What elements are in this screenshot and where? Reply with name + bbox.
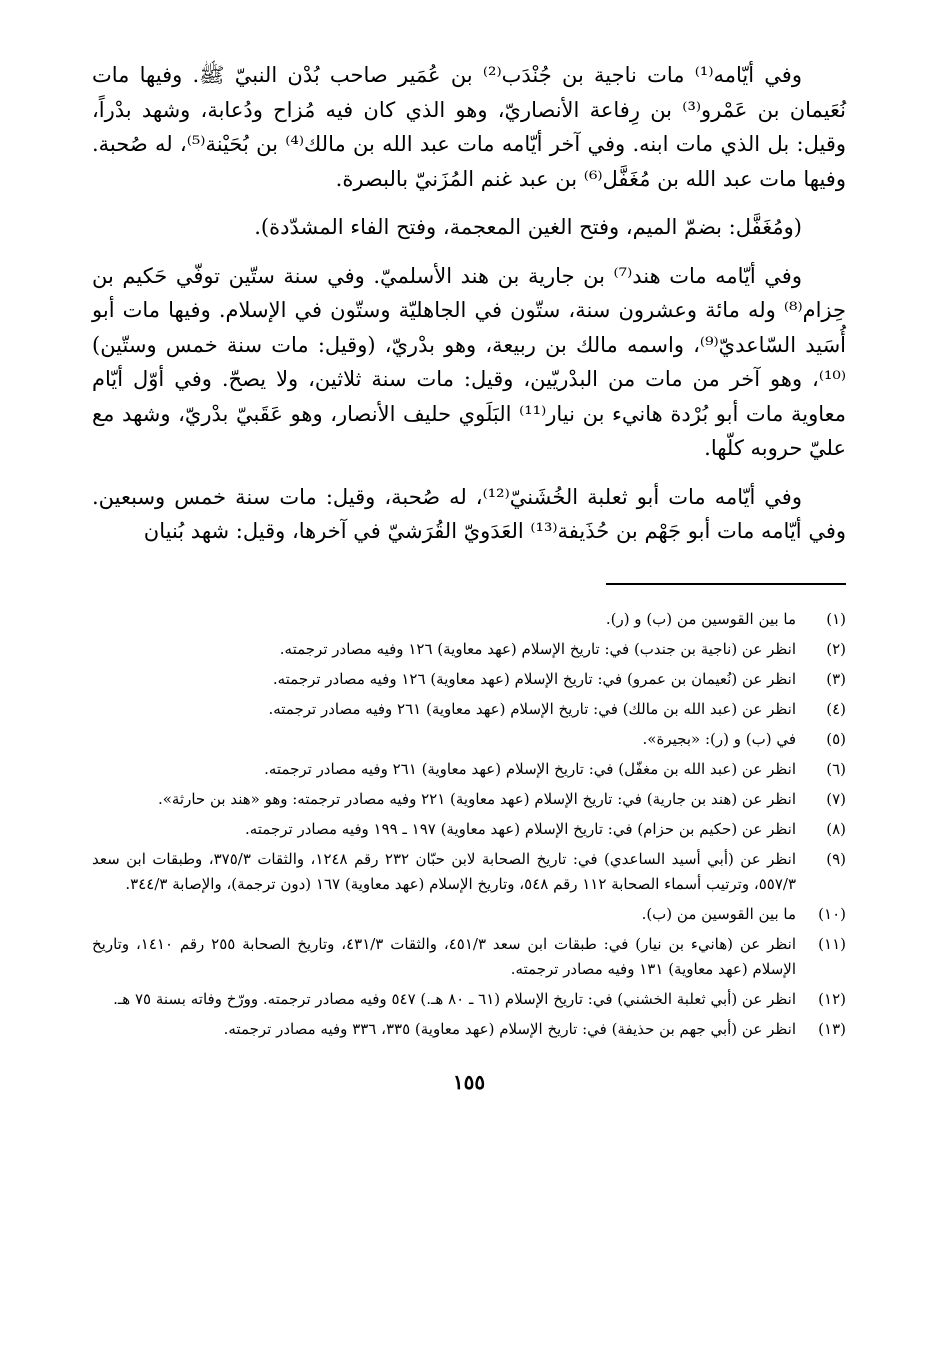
- paragraph-3: وفي أيّامه مات هند⁽⁷⁾ بن جارية بن هند الأسلميّ. وفي سنة ستّين توفّي حَكيم بن حِزام⁽⁸⁾ وله مائة وعشرون سنة، ستّون في الجاهليّة وستّون في الإسلام. وفيها مات أبو أُسَيد السّاعديّ⁽⁹⁾، واسمه مالك بن ربيعة، وهو بدْريّ، (وقيل: مات سنة خمس وستّين)⁽¹⁰⁾، وهو آخر من مات من البدْريّين، وقيل: مات سنة ثلاثين، ولا يصحّ. وفي أوّل أيّام معاوية مات أبو بُرْدة هانيء بن نيار⁽¹¹⁾ البَلَوي حليف الأنصار، وهو عَقَبيّ بدْريّ، وشهد مع عليّ حروبه كلّها.: [92, 263, 847, 460]
- footnote-text: انظر عن (حكيم بن حزام) في: تاريخ الإسلام (عهد معاوية) ١٩٧ ـ ١٩٩ وفيه مصادر ترجمته.: [244, 819, 796, 838]
- footnote-number: (٥): [826, 729, 846, 748]
- footnote-number: (١٠): [818, 904, 846, 923]
- page-number: ١٥٥: [452, 1069, 486, 1094]
- footnote: [92, 987, 846, 1012]
- footnote-separator: [606, 583, 846, 585]
- footnotes: [92, 607, 846, 1042]
- paragraph-1: وفي أيّامه⁽¹⁾ مات ناجية بن جُنْدَب⁽²⁾ بن عُمَير صاحب بُدْن النبيّ ﷺ. وفيها مات نُعَيمان بن عَمْرو⁽³⁾ بن رِفاعة الأنصاريّ، وهو الذي كان فيه مُزاح ودُعابة، وشهد بدْراً، وقيل: بل الذي مات ابنه. وفي آخر أيّامه مات عبد الله بن مالك⁽⁴⁾ بن بُحَيْنة⁽⁵⁾، له صُحبة. وفيها مات عبد الله بن مُغَفَّل⁽⁶⁾ بن عبد غنم المُزَنيّ بالبصرة.: [92, 63, 847, 191]
- footnote-number: (١): [826, 609, 846, 628]
- footnote-text: ما بين القوسين من (ب).: [641, 904, 796, 923]
- footnote: [92, 847, 846, 897]
- footnote: [92, 932, 846, 982]
- footnote-text: انظر عن (أبي ثعلبة الخشني) في: تاريخ الإسلام (٦١ ـ ٨٠ هـ.) ٥٤٧ وفيه مصادر ترجمته. وورّخ وفاته بسنة ٧٥ هـ.: [113, 989, 796, 1008]
- footnote: [92, 697, 846, 722]
- footnote-number: (٧): [826, 789, 846, 808]
- footnote-text: انظر عن (هانيء بن نيار) في: طبقات ابن سعد ٤٥١/٣، والثقات ٤٣١/٣، وتاريخ الصحابة ٢٥٥ رقم ١٤١٠، وتاريخ الإسلام (عهد معاوية) ١٣١ وفيه مصادر ترجمته.: [92, 934, 796, 978]
- footnote: [92, 667, 846, 692]
- footnote: [92, 902, 846, 927]
- footnote-number: (١١): [818, 934, 846, 953]
- footnote: [92, 637, 846, 662]
- footnote-number: (٢): [826, 639, 846, 658]
- footnote: [92, 607, 846, 632]
- footnote: [92, 1017, 846, 1042]
- footnote: [92, 727, 846, 752]
- footnote-number: (٩): [826, 849, 846, 868]
- footnote-number: (١٣): [818, 1019, 846, 1038]
- footnote-text: انظر عن (عبد الله بن مغفّل) في: تاريخ الإسلام (عهد معاوية) ٢٦١ وفيه مصادر ترجمته.: [264, 759, 796, 778]
- footnote-text: انظر عن (أبي أسيد الساعدي) في: تاريخ الصحابة لابن حبّان ٢٣٢ رقم ١٢٤٨، والثقات ٣٧٥/٣، وطبقات ابن سعد ٥٥٧/٣، وترتيب أسماء الصحابة ١١٢ رقم ٥٤٨، وتاريخ الإسلام (عهد معاوية) ١٦٧ (دون ترجمة)، والإصابة ٣٤٤/٣.: [92, 849, 797, 893]
- footnote: [92, 817, 846, 842]
- footnote-text: في (ب) و (ر): «بجيرة».: [642, 729, 796, 748]
- footnote-number: (٣): [826, 669, 846, 688]
- footnote-number: (١٢): [818, 989, 846, 1008]
- footnote-text: انظر عن (ناجية بن جندب) في: تاريخ الإسلام (عهد معاوية) ١٢٦ وفيه مصادر ترجمته.: [279, 639, 796, 658]
- footnote: [92, 757, 846, 782]
- footnote-text: انظر عن (نُعيمان بن عمرو) في: تاريخ الإسلام (عهد معاوية) ١٢٦ وفيه مصادر ترجمته.: [272, 669, 796, 688]
- footnote-number: (٨): [826, 819, 846, 838]
- footnote-text: انظر عن (عبد الله بن مالك) في: تاريخ الإسلام (عهد معاوية) ٢٦١ وفيه مصادر ترجمته.: [268, 699, 796, 718]
- paragraph-2: (ومُغَفَّل: بضمّ الميم، وفتح الغين المعجمة، وفتح الفاء المشدّدة).: [254, 215, 802, 239]
- footnote-text: ما بين القوسين من (ب) و (ر).: [605, 609, 796, 628]
- footnote-text: انظر عن (أبي جهم بن حذيفة) في: تاريخ الإسلام (عهد معاوية) ٣٣٥، ٣٣٦ وفيه مصادر ترجمته.: [223, 1019, 796, 1038]
- footnote: [92, 787, 846, 812]
- footnote-number: (٤): [826, 699, 846, 718]
- main-text: [92, 58, 846, 549]
- paragraph-4: وفي أيّامه مات أبو ثعلبة الخُشَنيّ⁽¹²⁾، له صُحبة، وقيل: مات سنة خمس وسبعين. وفي أيّامه مات أبو جَهْم بن حُذَيفة⁽¹³⁾ العَدَويّ القُرَشيّ في آخرها، وقيل: شهد بُنيان: [92, 484, 846, 543]
- footnote-text: انظر عن (هند بن جارية) في: تاريخ الإسلام (عهد معاوية) ٢٢١ وفيه مصادر ترجمته: وهو «هند بن حارثة».: [157, 789, 796, 808]
- footnote-number: (٦): [826, 759, 846, 778]
